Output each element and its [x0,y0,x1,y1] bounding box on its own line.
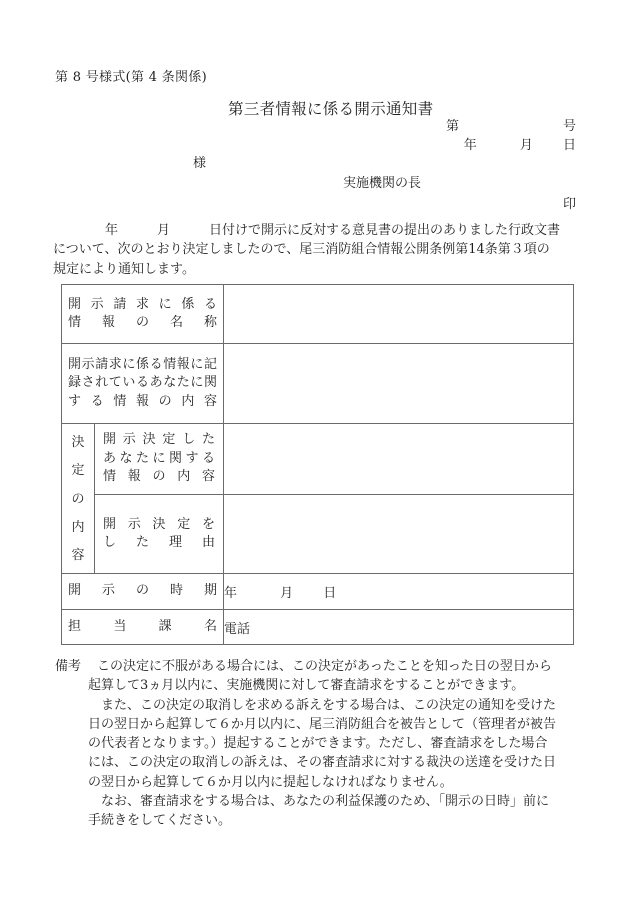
section-name-row [62,610,574,645]
decision-group-label: 決 定 の 内 容 [62,424,95,574]
decision-reason-row [62,495,574,574]
section-name-label: 担当課名 [62,610,224,645]
remarks-note [55,657,583,831]
doc-number-date-block [446,118,576,155]
date-line: 年 月 日 [463,137,576,153]
disclosure-period-value: 年 月 日 [224,574,574,610]
disclosure-period-row [62,574,574,610]
issuer-title: 実施機関の長 [343,176,422,191]
doc-number-line: 第 号 [445,119,576,134]
decision-info-row [62,424,574,495]
disclosure-period-label: 開示の時期 [62,574,224,610]
remarks-body: この決定に不服がある場合には、この決定があったことを知った日の翌日から 起算して3ヵ月以内に、実施機関に対して審査請求をすることができます。 また、この決定の取消しを求める訴えをする場合は、この決定の通知を受けた 日の翌日から起算して６か月以内に、尾三消防組合を被告として（管理者が被告 の代表者となります。）提起することができます。ただし、審査請求をした場合 には、この決定の取消しの訴えは、その審査請求に対する裁決の送達を受けた日 の翌日から起算して６か月以内に提起しなければなりません。 なお、審査請求をする場合は、あなたの利益保護のため、「開示の日時」前に 手続きをしてください。 [88,659,557,829]
seal-mark: 印 [563,197,577,212]
document-title: 第三者情報に係る開示通知書 [228,100,434,118]
decision-reason-label: 開示決定を した理由 [95,495,224,574]
addressee-honorific: 様 [193,156,207,171]
notice-table [61,284,574,645]
decision-info-label: 開示決定した あなたに関する 情報の内容 [95,424,224,495]
form-number: 第 8 号様式(第 4 条関係) [55,70,208,85]
recorded-info-value [224,344,574,424]
recorded-info-label: 開示請求に係る情報に記 録されているあなたに関 する情報の内容 [62,344,224,424]
decision-reason-value [224,495,574,574]
body-paragraph: 年 月 日付けで開示に反対する意見書の提出のありました行政文書 について、次のとおり決定しましたので、尾三消防組合情報公開条例第14条第３項の 規定により通知します。 [53,223,561,277]
request-name-row [62,285,574,344]
remarks-label: 備考 [55,659,82,674]
section-name-value: 電話 [224,610,574,645]
request-name-value [224,285,574,344]
recorded-info-row [62,344,574,424]
request-name-label: 開示請求に係る 情報の名称 [62,285,224,344]
decision-info-value [224,424,574,495]
